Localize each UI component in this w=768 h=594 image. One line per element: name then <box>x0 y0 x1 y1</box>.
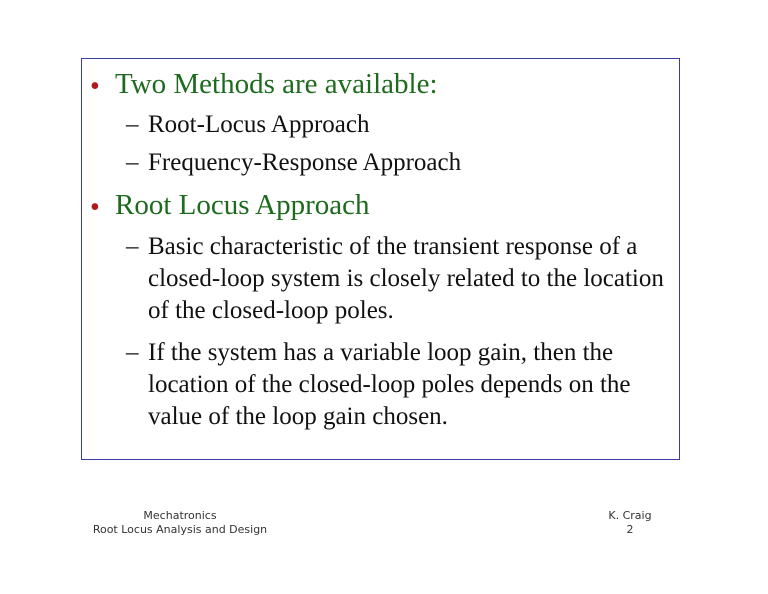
bullet-icon: • <box>90 192 100 223</box>
page-number: 2 <box>626 523 634 536</box>
slide-content-box <box>81 58 680 460</box>
heading-two-methods: Two Methods are available: <box>115 68 438 100</box>
sub-item-text: If the system has a variable loop gain, then the location of the closed-loop poles depends on the value of the loop gain chosen. <box>148 339 631 430</box>
sub-item-variable-loop-gain <box>126 337 671 433</box>
footer-left <box>80 509 280 537</box>
footer-right <box>590 509 670 537</box>
sub-item-text: Basic characteristic of the transient response of a closed-loop system is closely related to the location of the closed-loop poles. <box>148 233 664 324</box>
heading-root-locus-approach: Root Locus Approach <box>115 189 370 221</box>
sub-item-root-locus <box>126 109 671 141</box>
dash-icon: – <box>126 149 139 176</box>
sub-item-text: Frequency-Response Approach <box>148 149 462 176</box>
sub-item-frequency-response <box>126 147 671 179</box>
bullet-icon: • <box>90 71 100 102</box>
footer-author: K. Craig <box>608 509 652 522</box>
dash-icon: – <box>126 111 139 138</box>
dash-icon: – <box>126 233 139 260</box>
footer-course-title: Mechatronics <box>143 509 217 522</box>
dash-icon: – <box>126 339 139 366</box>
footer-topic-title: Root Locus Analysis and Design <box>92 523 268 536</box>
sub-item-text: Root-Locus Approach <box>148 111 370 138</box>
sub-item-transient-response <box>126 231 671 327</box>
